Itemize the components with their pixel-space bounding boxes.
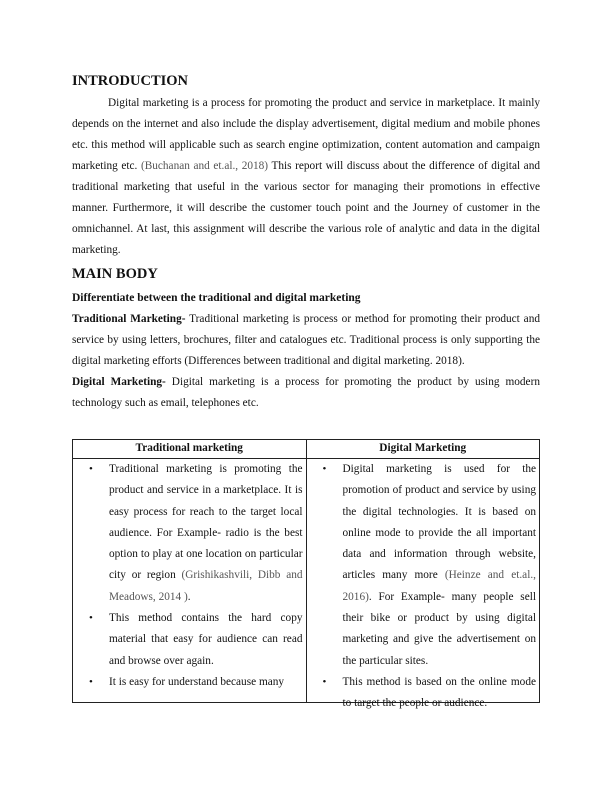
bullet-icon: • <box>322 463 327 475</box>
list-item-citation: (Grishikashvili, Dibb and Meadows, 2014 ) <box>109 569 303 603</box>
document-content <box>72 72 540 710</box>
list-item-text: This method contains the hard copy material that easy for audience can read and browse over again. <box>109 612 303 667</box>
comparison-table <box>72 439 540 710</box>
list-item <box>73 608 306 672</box>
bullet-icon: • <box>322 675 327 688</box>
bullet-icon: • <box>89 612 93 625</box>
table-header-digital: Digital Marketing <box>306 440 540 459</box>
intro-text: Digital marketing is a process for promoting the product and service in marketplace. It mainly depends on the internet and also include the display advertisement, digital medium and mobile phones etc. this method will applicable such as search engine optimization, content automation and campaign marketing etc. <box>72 97 540 172</box>
table-row <box>73 459 540 703</box>
list-item-text: It is easy for understand because many <box>109 675 285 688</box>
introduction-heading: INTRODUCTION <box>72 73 189 89</box>
list-item-text-end: . For Example- many people sell their bike or product by using digital marketing and give the advertisement on the particular sites. <box>342 590 536 667</box>
list-item <box>73 672 306 693</box>
table-header-traditional: Traditional marketing <box>73 440 307 459</box>
list-item <box>73 459 306 608</box>
list-item <box>307 459 540 672</box>
bullet-icon: • <box>89 675 93 688</box>
main-body-heading: MAIN BODY <box>72 266 158 282</box>
introduction-paragraph <box>72 93 540 261</box>
traditional-cell <box>73 459 307 703</box>
traditional-marketing-paragraph <box>72 309 540 372</box>
list-item-text: Digital marketing is used for the promotion of product and service by using the digital technologies. It is based on online mode to provide the all important data and information through website, articles many more <box>342 463 536 582</box>
digital-cell <box>306 459 540 710</box>
list-item <box>307 672 540 715</box>
digital-marketing-text: Digital marketing is a process for promoting the product by using modern technology such as email, telephones etc. <box>72 376 540 409</box>
digital-marketing-term: Digital Marketing- <box>72 376 166 388</box>
digital-marketing-paragraph <box>72 372 540 414</box>
list-item-citation: (Heinze and et.al., 2016) <box>342 569 536 603</box>
traditional-marketing-term: Traditional Marketing- <box>72 313 186 325</box>
list-item-text: This method is based on the online mode to target the people or audience. <box>342 675 536 710</box>
section-subheading: Differentiate between the traditional and digital marketing <box>72 292 361 304</box>
digital-bullet-list <box>307 459 540 715</box>
intro-text-continued: This report will discuss about the difference of digital and traditional marketing that useful in the various sector for managing their promotions in effective manner. Furthermore, it will describe the customer touch point and the Journey of customer in the omnichannel. At last, this assignment will describe the various role of analytic and data in the digital marketing. <box>72 160 540 256</box>
spacer <box>72 414 540 439</box>
list-item-text: Traditional marketing is promoting the product and service in a marketplace. It is easy process for reach to the target local audience. For Example- radio is the best option to play at one location on particular city or region <box>109 463 303 582</box>
traditional-marketing-text: Traditional marketing is process or method for promoting their product and service by using letters, brochures, filter and catalogues etc. Traditional process is only supporting the digital marketing efforts (Differences between traditional and digital marketing. 2018). <box>72 313 540 367</box>
table-header-row <box>73 440 540 459</box>
traditional-bullet-list <box>73 459 306 693</box>
list-item-text-end: . <box>187 590 191 603</box>
intro-citation: (Buchanan and et.al., 2018) <box>140 160 269 172</box>
bullet-icon: • <box>89 463 93 475</box>
